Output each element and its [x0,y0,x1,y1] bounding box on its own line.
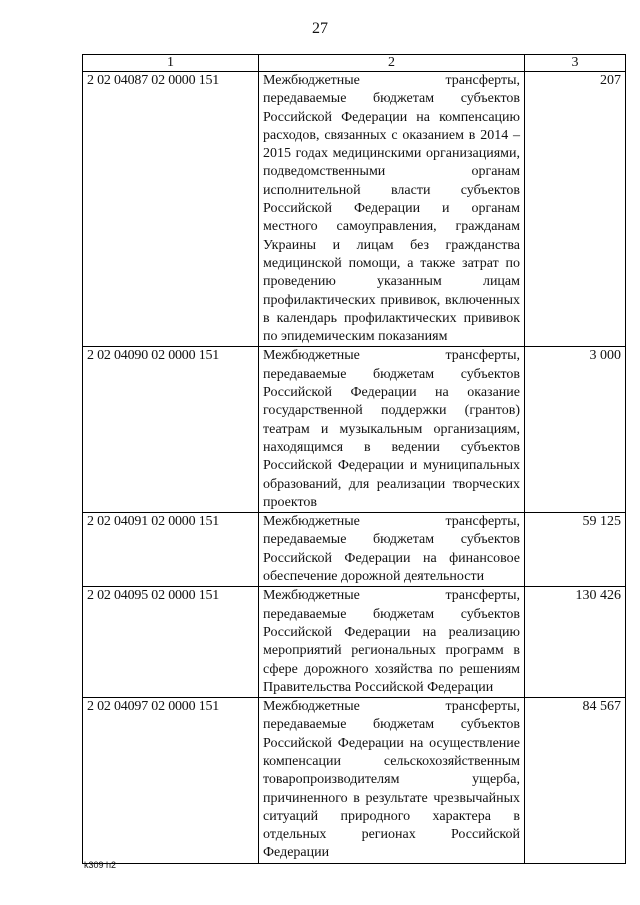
table-row [83,347,626,513]
table-row [83,513,626,587]
row-description: Межбюджетные трансферты, передаваемые бюджетам субъектов Российской Федерации на финансовое обеспечение дорожной деятельности [259,513,525,587]
row-description: Межбюджетные трансферты, передаваемые бюджетам субъектов Российской Федерации на реализацию мероприятий региональных программ в сфере дорожного хозяйства по решениям Правительства Российской Федерации [259,587,525,698]
row-description: Межбюджетные трансферты, передаваемые бюджетам субъектов Российской Федерации на компенсацию расходов, связанных с оказанием в 2014 – 2015 годах медицинскими организациями, подведомственными органам исполнительной власти субъектов Российской Федерации и органам местного самоуправления, гражданам Украины и лицам без гражданства медицинской помощи, а также затрат по проведению указанным лицам профилактических прививок, включенных в календарь профилактических прививок по эпидемическим показаниям [259,72,525,347]
table-row [83,72,626,347]
budget-code: 2 02 04087 02 0000 151 [83,72,259,347]
row-amount: 130 426 [525,587,626,698]
row-amount: 59 125 [525,513,626,587]
page-number: 27 [312,20,328,37]
table-row [83,587,626,698]
document-footer-code: k309 h2 [84,860,117,870]
table-header-row [83,55,626,72]
column-header-1: 1 [83,55,259,72]
budget-code: 2 02 04091 02 0000 151 [83,513,259,587]
column-header-2: 2 [259,55,525,72]
row-amount: 3 000 [525,347,626,513]
budget-table [82,54,626,864]
row-description: Межбюджетные трансферты, передаваемые бюджетам субъектов Российской Федерации на осуществление компенсации сельскохозяйственным товаропроизводителям ущерба, причиненного в результате чрезвычайных ситуаций природного характера в отдельных регионах Российской Федерации [259,698,525,864]
budget-code: 2 02 04097 02 0000 151 [83,698,259,864]
row-amount: 84 567 [525,698,626,864]
row-description: Межбюджетные трансферты, передаваемые бюджетам субъектов Российской Федерации на оказание государственной поддержки (грантов) театрам и музыкальным организациям, находящимся в ведении субъектов Российской Федерации и муниципальных образований, для реализации творческих проектов [259,347,525,513]
row-amount: 207 [525,72,626,347]
budget-code: 2 02 04090 02 0000 151 [83,347,259,513]
budget-code: 2 02 04095 02 0000 151 [83,587,259,698]
column-header-3: 3 [525,55,626,72]
table-row [83,698,626,864]
